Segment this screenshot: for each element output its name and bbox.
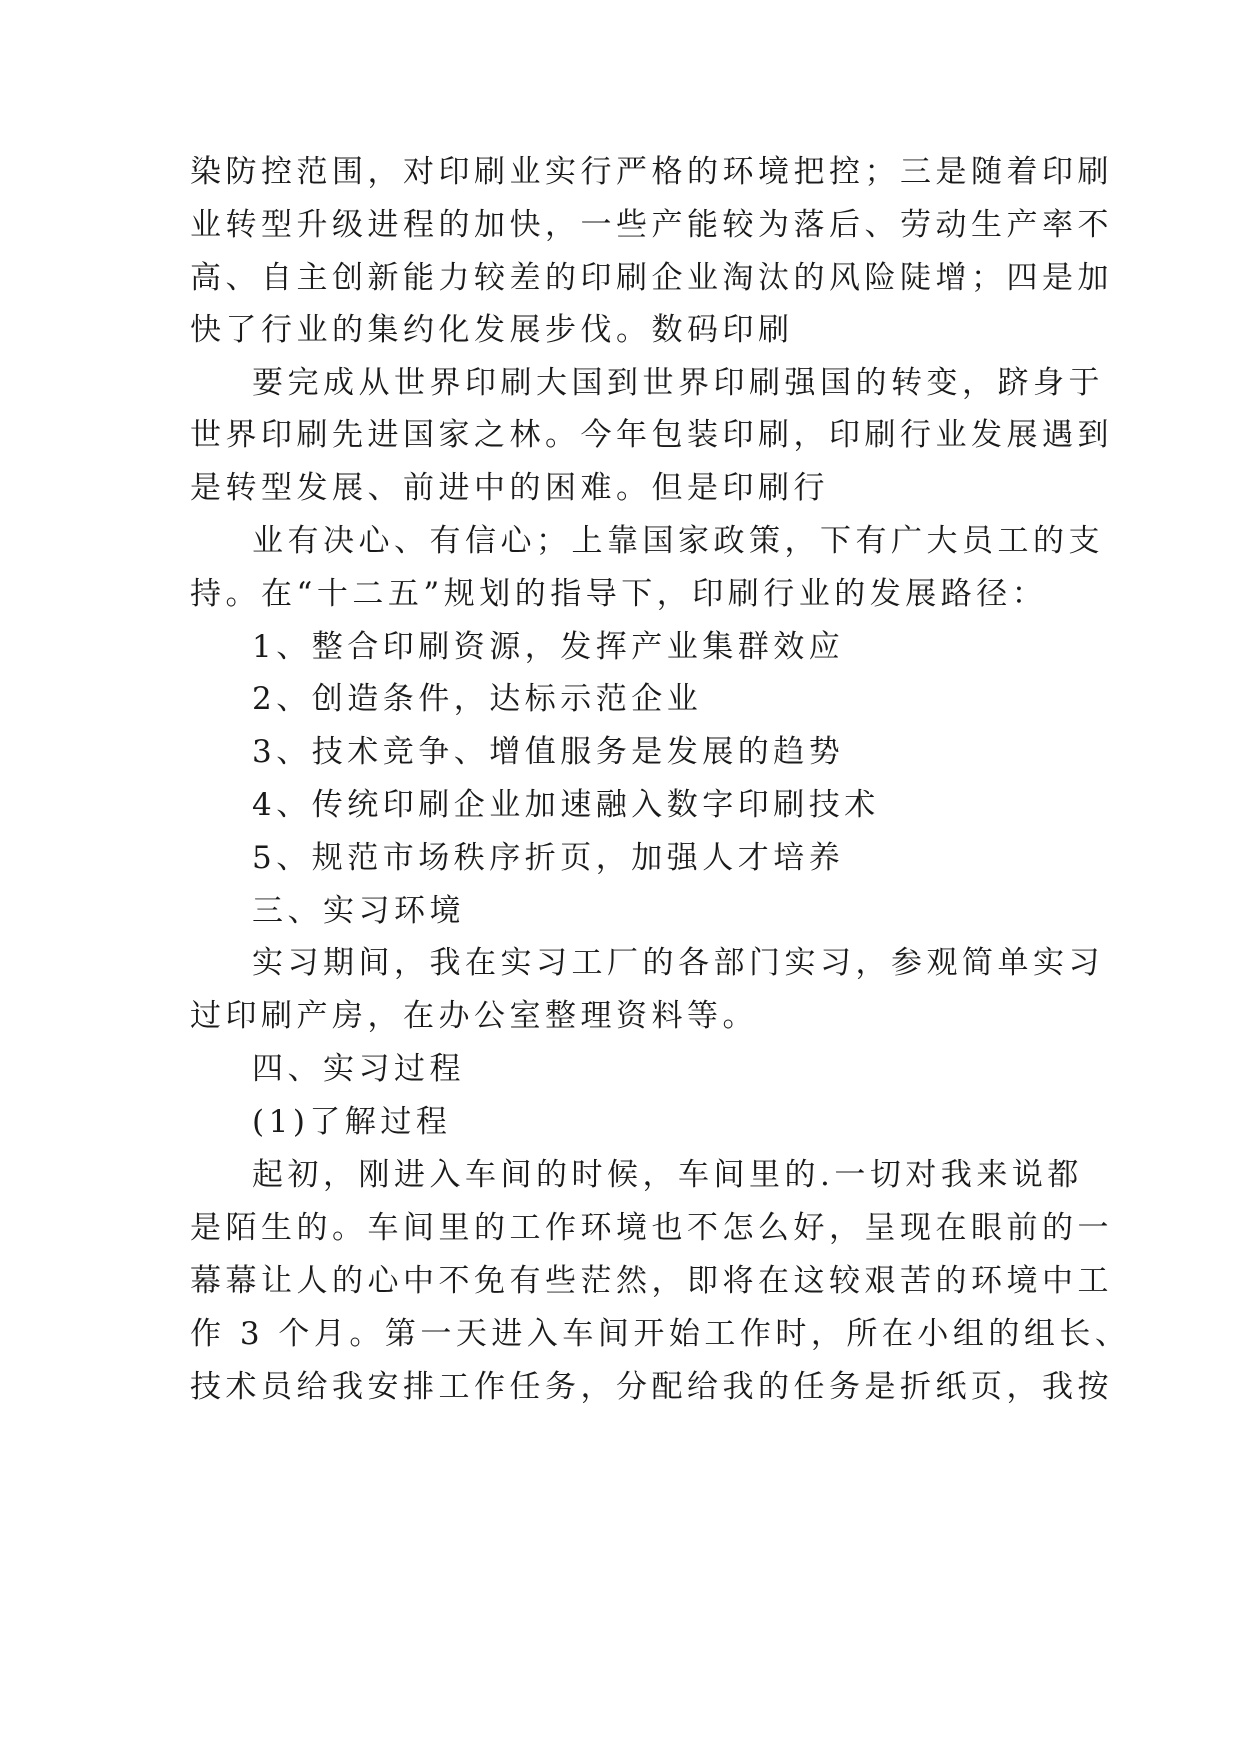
section-heading-process: 四、实习过程 bbox=[252, 1051, 465, 1087]
list-item-2: 2、创造条件，达标示范企业 bbox=[252, 681, 703, 717]
list-item-1: 1、整合印刷资源，发挥产业集群效应 bbox=[252, 629, 845, 665]
body-text-line: 是转型发展、前进中的困难。但是印刷行 bbox=[190, 470, 829, 506]
paragraph-start-line: 业有决心、有信心；上靠国家政策，下有广大员工的支 bbox=[252, 523, 1104, 559]
body-text-line: 是陌生的。车间里的工作环境也不怎么好，呈现在眼前的一 bbox=[190, 1210, 1113, 1246]
paragraph-start-line: 要完成从世界印刷大国到世界印刷强国的转变，跻身于 bbox=[252, 365, 1104, 401]
paragraph-start-line: 起初，刚进入车间的时候，车间里的.一切对我来说都 bbox=[252, 1157, 1083, 1193]
paragraph-start-line: 实习期间，我在实习工厂的各部门实习，参观简单实习 bbox=[252, 945, 1104, 981]
subsection-heading-understanding: (1)了解过程 bbox=[252, 1104, 452, 1140]
section-heading-environment: 三、实习环境 bbox=[252, 893, 465, 929]
body-text-line: 世界印刷先进国家之林。今年包装印刷，印刷行业发展遇到 bbox=[190, 417, 1113, 453]
list-item-5: 5、规范市场秩序折页，加强人才培养 bbox=[252, 840, 845, 876]
body-text-line: 技术员给我安排工作任务，分配给我的任务是折纸页，我按 bbox=[190, 1369, 1113, 1405]
body-text-line: 高、自主创新能力较差的印刷企业淘汰的风险陡增；四是加 bbox=[190, 260, 1113, 296]
list-item-3: 3、技术竞争、增值服务是发展的趋势 bbox=[252, 734, 845, 770]
list-item-4: 4、传统印刷企业加速融入数字印刷技术 bbox=[252, 787, 880, 823]
body-text-line: 过印刷产房，在办公室整理资料等。 bbox=[190, 998, 758, 1034]
body-text-line: 作 3 个月。第一天进入车间开始工作时，所在小组的组长、 bbox=[190, 1316, 1131, 1352]
body-text-line: 快了行业的集约化发展步伐。数码印刷 bbox=[190, 312, 794, 348]
body-text-line: 染防控范围，对印刷业实行严格的环境把控；三是随着印刷 bbox=[190, 154, 1113, 190]
body-text-line: 持。在“十二五”规划的指导下，印刷行业的发展路径： bbox=[190, 576, 1048, 612]
body-text-line: 业转型升级进程的加快，一些产能较为落后、劳动生产率不 bbox=[190, 207, 1113, 243]
body-text-line: 幕幕让人的心中不免有些茫然，即将在这较艰苦的环境中工 bbox=[190, 1263, 1113, 1299]
